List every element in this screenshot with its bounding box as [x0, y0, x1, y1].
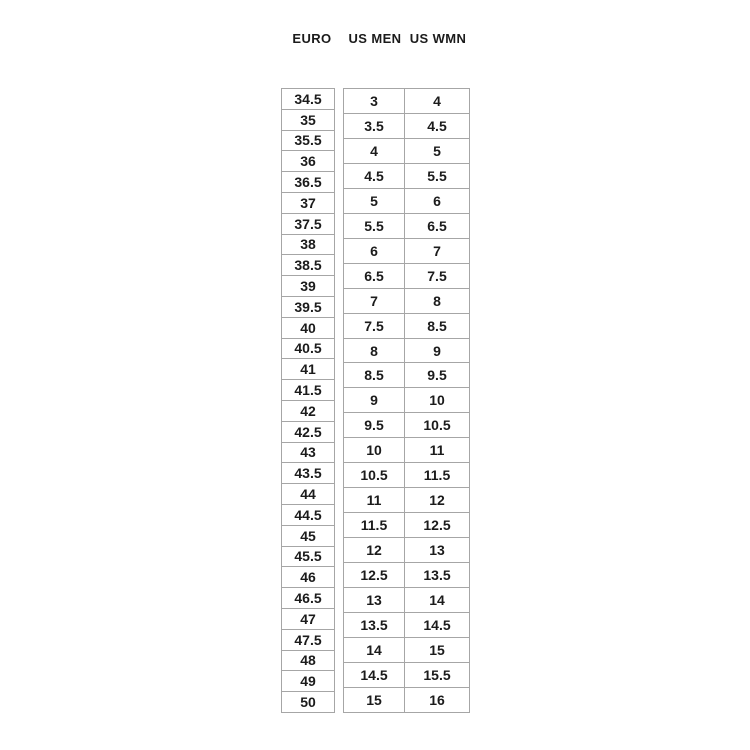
us-size-row [344, 264, 469, 289]
us-size-row [344, 114, 469, 139]
euro-size-cell: 45.5 [282, 547, 334, 568]
euro-size-cell: 40.5 [282, 339, 334, 360]
us-men-size-cell: 11.5 [344, 513, 405, 537]
euro-size-cell: 49 [282, 671, 334, 692]
us-wmn-size-cell: 5 [433, 142, 441, 159]
us-size-row [344, 314, 469, 339]
us-size-row [344, 563, 469, 588]
euro-sizes-column [281, 88, 335, 713]
euro-size-cell: 39 [282, 276, 334, 297]
us-wmn-size-cell: 13 [429, 542, 445, 559]
euro-size-cell: 38 [282, 235, 334, 256]
us-men-size-cell: 8 [344, 339, 405, 363]
us-men-size-cell: 15 [344, 688, 405, 712]
us-men-size-cell: 6 [344, 239, 405, 263]
us-wmn-size-cell: 12.5 [423, 517, 451, 534]
us-wmn-size-cell: 4 [433, 92, 441, 109]
us-men-size-cell: 10.5 [344, 463, 405, 487]
us-size-row [344, 214, 469, 239]
euro-size-cell: 38.5 [282, 255, 334, 276]
us-size-row [344, 538, 469, 563]
euro-size-cell: 44 [282, 484, 334, 505]
us-men-size-cell: 7 [344, 289, 405, 313]
us-men-size-cell: 7.5 [344, 314, 405, 338]
column-header-us-wmn: US WMN [409, 31, 467, 46]
euro-size-cell: 35 [282, 110, 334, 131]
euro-size-cell: 50 [300, 694, 316, 710]
us-men-size-cell: 9.5 [344, 413, 405, 437]
us-size-row [344, 339, 469, 364]
us-size-row [344, 688, 469, 712]
us-wmn-size-cell: 9 [433, 342, 441, 359]
euro-size-cell: 42 [282, 401, 334, 422]
euro-size-cell: 36 [282, 151, 334, 172]
us-men-size-cell: 5 [344, 189, 405, 213]
us-men-size-cell: 8.5 [344, 363, 405, 387]
us-size-row [344, 613, 469, 638]
us-size-row [344, 289, 469, 314]
euro-size-cell: 43.5 [282, 463, 334, 484]
euro-size-cell: 47 [282, 609, 334, 630]
euro-size-cell: 36.5 [282, 172, 334, 193]
us-men-size-cell: 13 [344, 588, 405, 612]
us-men-size-cell: 13.5 [344, 613, 405, 637]
us-wmn-size-cell: 12 [429, 492, 445, 509]
us-wmn-size-cell: 7.5 [427, 267, 447, 284]
us-wmn-size-cell: 5.5 [427, 167, 447, 184]
us-wmn-size-cell: 10.5 [423, 417, 451, 434]
us-size-row [344, 239, 469, 264]
column-header-us-men: US MEN [348, 31, 402, 46]
euro-size-cell: 46 [282, 567, 334, 588]
euro-size-cell: 41 [282, 359, 334, 380]
us-wmn-size-cell: 4.5 [427, 117, 447, 134]
us-men-size-cell: 14.5 [344, 663, 405, 687]
euro-size-cell: 47.5 [282, 630, 334, 651]
euro-size-cell: 37.5 [282, 214, 334, 235]
us-men-size-cell: 12.5 [344, 563, 405, 587]
us-men-size-cell: 6.5 [344, 264, 405, 288]
us-size-row [344, 164, 469, 189]
us-size-row [344, 363, 469, 388]
us-men-size-cell: 14 [344, 638, 405, 662]
us-men-size-cell: 3.5 [344, 114, 405, 138]
us-size-row [344, 513, 469, 538]
us-size-row [344, 89, 469, 114]
us-wmn-size-cell: 14.5 [423, 616, 451, 633]
us-sizes-table [343, 88, 470, 713]
us-men-size-cell: 3 [344, 89, 405, 113]
us-size-row [344, 488, 469, 513]
euro-size-cell: 41.5 [282, 380, 334, 401]
euro-size-cell: 48 [282, 651, 334, 672]
us-wmn-size-cell: 11.5 [423, 467, 451, 484]
us-size-row [344, 139, 469, 164]
euro-size-cell: 45 [282, 526, 334, 547]
us-wmn-size-cell: 16 [429, 691, 445, 708]
euro-size-cell: 39.5 [282, 297, 334, 318]
us-men-size-cell: 5.5 [344, 214, 405, 238]
us-wmn-size-cell: 7 [433, 242, 441, 259]
us-size-row [344, 638, 469, 663]
us-wmn-size-cell: 13.5 [423, 567, 451, 584]
us-size-row [344, 663, 469, 688]
euro-size-cell: 34.5 [282, 89, 334, 110]
us-wmn-size-cell: 11 [429, 442, 445, 459]
euro-size-cell: 37 [282, 193, 334, 214]
euro-size-cell: 35.5 [282, 131, 334, 152]
us-men-size-cell: 12 [344, 538, 405, 562]
euro-size-cell: 43 [282, 443, 334, 464]
us-size-row [344, 189, 469, 214]
euro-size-cell: 42.5 [282, 422, 334, 443]
us-men-size-cell: 11 [344, 488, 405, 512]
us-men-size-cell: 4 [344, 139, 405, 163]
us-wmn-size-cell: 6 [433, 192, 441, 209]
us-men-size-cell: 10 [344, 438, 405, 462]
us-wmn-size-cell: 8 [433, 292, 441, 309]
euro-size-cell: 40 [282, 318, 334, 339]
us-size-row [344, 388, 469, 413]
us-size-row [344, 438, 469, 463]
us-wmn-size-cell: 15 [429, 641, 445, 658]
us-wmn-size-cell: 14 [429, 592, 445, 609]
us-men-size-cell: 4.5 [344, 164, 405, 188]
us-size-row [344, 588, 469, 613]
us-wmn-size-cell: 15.5 [423, 666, 451, 683]
us-wmn-size-cell: 10 [429, 392, 445, 409]
us-size-row [344, 463, 469, 488]
column-header-euro: EURO [292, 31, 332, 46]
us-wmn-size-cell: 9.5 [427, 367, 447, 384]
us-wmn-size-cell: 6.5 [427, 217, 447, 234]
us-men-size-cell: 9 [344, 388, 405, 412]
euro-size-cell: 46.5 [282, 588, 334, 609]
euro-size-cell: 44.5 [282, 505, 334, 526]
us-wmn-size-cell: 8.5 [427, 317, 447, 334]
us-size-row [344, 413, 469, 438]
